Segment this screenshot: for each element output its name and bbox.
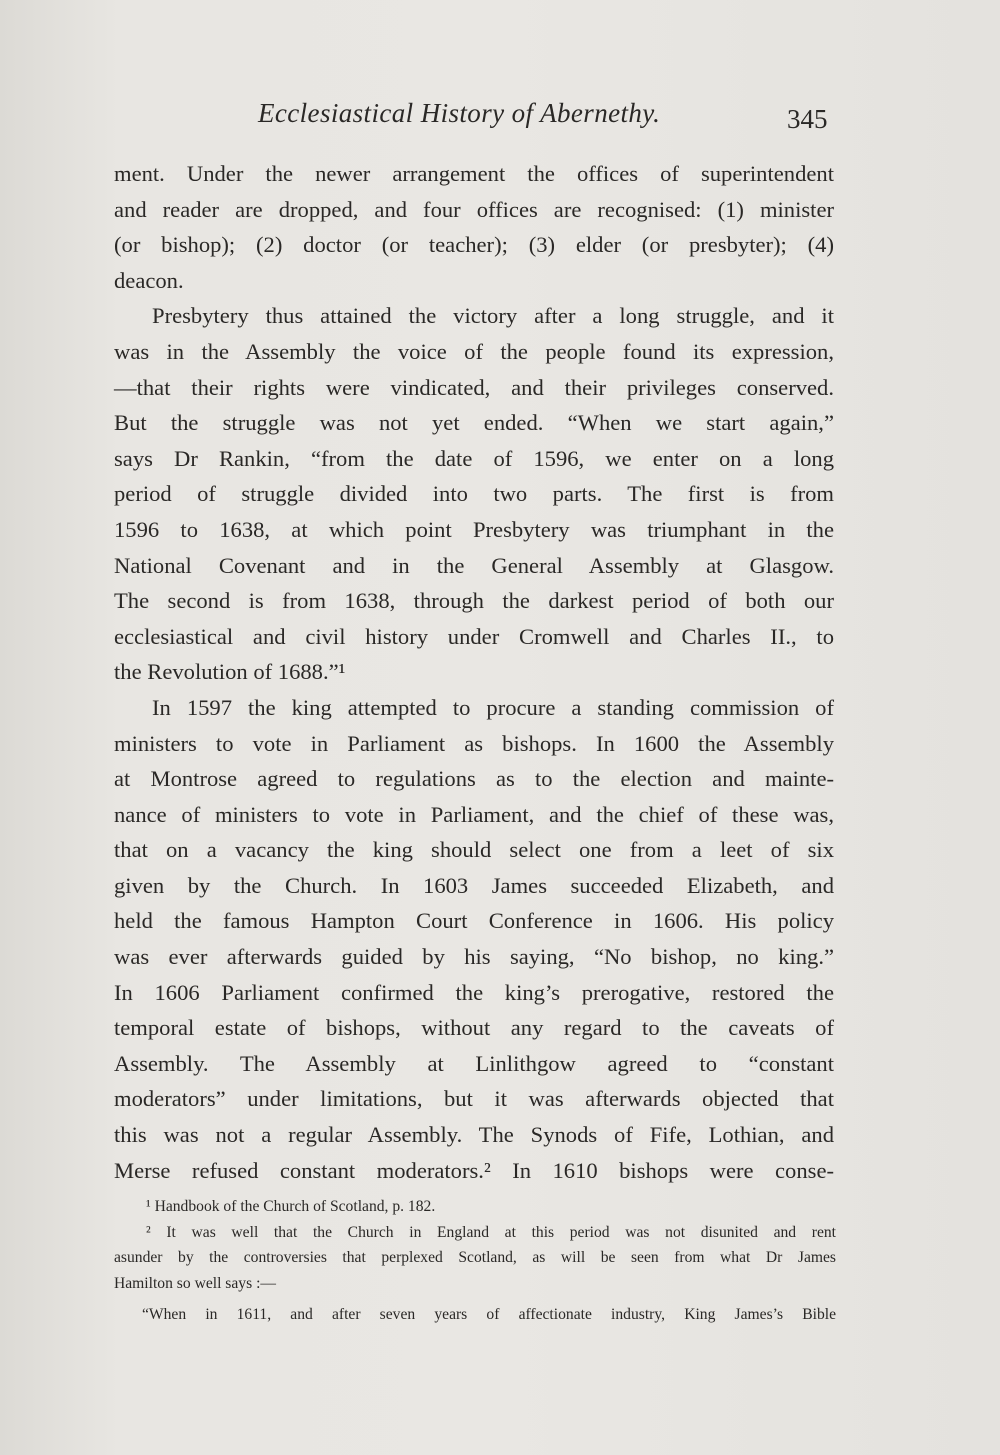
text-line: was in the Assembly the voice of the people found its expression, (114, 338, 834, 364)
text-line: —that their rights were vindicated, and their privileges conserved. (114, 374, 834, 400)
text-line: Presbytery thus attained the victory after a long struggle, and it (152, 303, 834, 329)
text-line: National Covenant and in the General Assembly at Glasgow. (114, 552, 834, 578)
body-text (114, 156, 834, 1188)
text-line: this was not a regular Assembly. The Synods of Fife, Lothian, and (114, 1122, 834, 1148)
text-line: ministers to vote in Parliament as bishops. In 1600 the Assembly (114, 730, 834, 756)
text-line: held the famous Hampton Court Conference in 1606. His policy (114, 908, 834, 934)
text-line: In 1606 Parliament confirmed the king’s prerogative, restored the (114, 979, 834, 1005)
text-line: (or bishop); (2) doctor (or teacher); (3) elder (or presbyter); (4) (114, 232, 834, 258)
footnote-2-line: ² It was well that the Church in England at this period was not disunited and rent (146, 1223, 836, 1241)
text-line: deacon. (114, 267, 184, 293)
text-line: and reader are dropped, and four offices are recognised: (1) minister (114, 196, 834, 222)
text-line: nance of ministers to vote in Parliament, and the chief of these was, (114, 801, 834, 827)
text-line: says Dr Rankin, “from the date of 1596, we enter on a long (114, 445, 834, 471)
text-line: given by the Church. In 1603 James succeeded Elizabeth, and (114, 872, 834, 898)
text-line: the Revolution of 1688.”¹ (114, 659, 346, 685)
text-line: In 1597 the king attempted to procure a standing commission of (152, 694, 834, 720)
footnote-quote-line: “When in 1611, and after seven years of affectionate industry, King James’s Bible (142, 1306, 836, 1323)
text-line: period of struggle divided into two parts. The first is from (114, 481, 834, 507)
footnote-2-line: asunder by the controversies that perplexed Scotland, as will be seen from what Dr James (114, 1249, 836, 1266)
text-line: at Montrose agreed to regulations as to the election and mainte- (114, 766, 834, 792)
footnote-1: ¹ Handbook of the Church of Scotland, p. 182. (146, 1198, 436, 1215)
text-line: 1596 to 1638, at which point Presbytery was triumphant in the (114, 516, 834, 542)
footnote-2-line: Hamilton so well says :— (114, 1274, 276, 1292)
text-line: that on a vacancy the king should select one from a leet of six (114, 837, 834, 863)
text-line: The second is from 1638, through the darkest period of both our (114, 588, 834, 614)
text-line: temporal estate of bishops, without any regard to the caveats of (114, 1015, 834, 1041)
text-line: ecclesiastical and civil history under Cromwell and Charles II., to (114, 623, 834, 649)
text-line: Assembly. The Assembly at Linlithgow agreed to “constant (114, 1050, 834, 1076)
text-line: But the struggle was not yet ended. “When we start again,” (114, 410, 834, 436)
running-title: Ecclesiastical History of Abernethy. (258, 98, 661, 128)
text-line: moderators” under limitations, but it was afterwards objected that (114, 1086, 834, 1112)
text-line: was ever afterwards guided by his saying, “No bishop, no king.” (114, 944, 834, 970)
page-number: 345 (787, 104, 828, 134)
text-line: Merse refused constant moderators.² In 1610 bishops were conse- (114, 1157, 834, 1183)
footnotes (114, 1194, 836, 1328)
text-line: ment. Under the newer arrangement the offices of superintendent (114, 161, 834, 186)
